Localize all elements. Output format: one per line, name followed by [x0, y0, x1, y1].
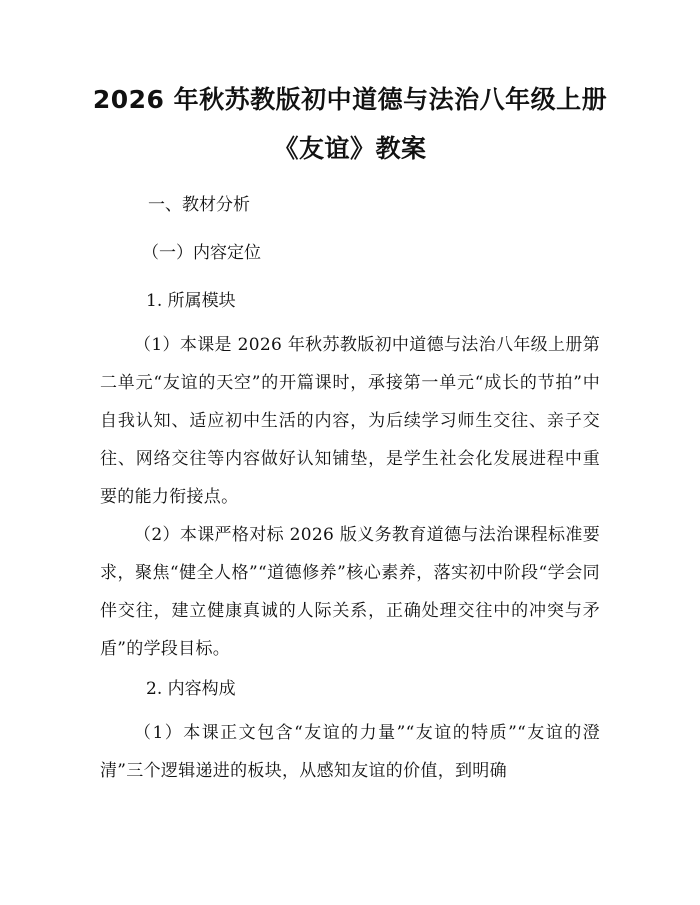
- paragraph-content-1: （1）本课正文包含“友谊的力量”“友谊的特质”“友谊的澄清”三个逻辑递进的板块，从感知友谊的价值，到明确: [100, 723, 600, 781]
- paragraph-module-2: （2）本课严格对标 2026 版义务教育道德与法治课程标准要求，聚焦“健全人格”“道德修养”核心素养，落实初中阶段“学会同伴交往，建立健康真诚的人际关系，正确处理交往中的冲突与矛盾”的学段目标。: [100, 525, 600, 659]
- section-heading-2: （一）内容定位: [142, 243, 261, 263]
- subsection-heading-content: 2. 内容构成: [146, 679, 236, 699]
- document-title-line-1: 2026 年秋苏教版初中道德与法治八年级上册: [92, 85, 608, 114]
- subsection-heading-modules: 1. 所属模块: [146, 291, 236, 311]
- section-heading-1: 一、教材分析: [148, 195, 250, 215]
- document-title-line-2: 《友谊》教案: [273, 134, 427, 163]
- paragraph-module-1: （1）本课是 2026 年秋苏教版初中道德与法治八年级上册第二单元“友谊的天空”的开篇课时，承接第一单元“成长的节拍”中自我认知、适应初中生活的内容，为后续学习师生交往、亲子交往、网络交往等内容做好认知铺垫，是学生社会化发展进程中重要的能力衔接点。: [100, 335, 600, 507]
